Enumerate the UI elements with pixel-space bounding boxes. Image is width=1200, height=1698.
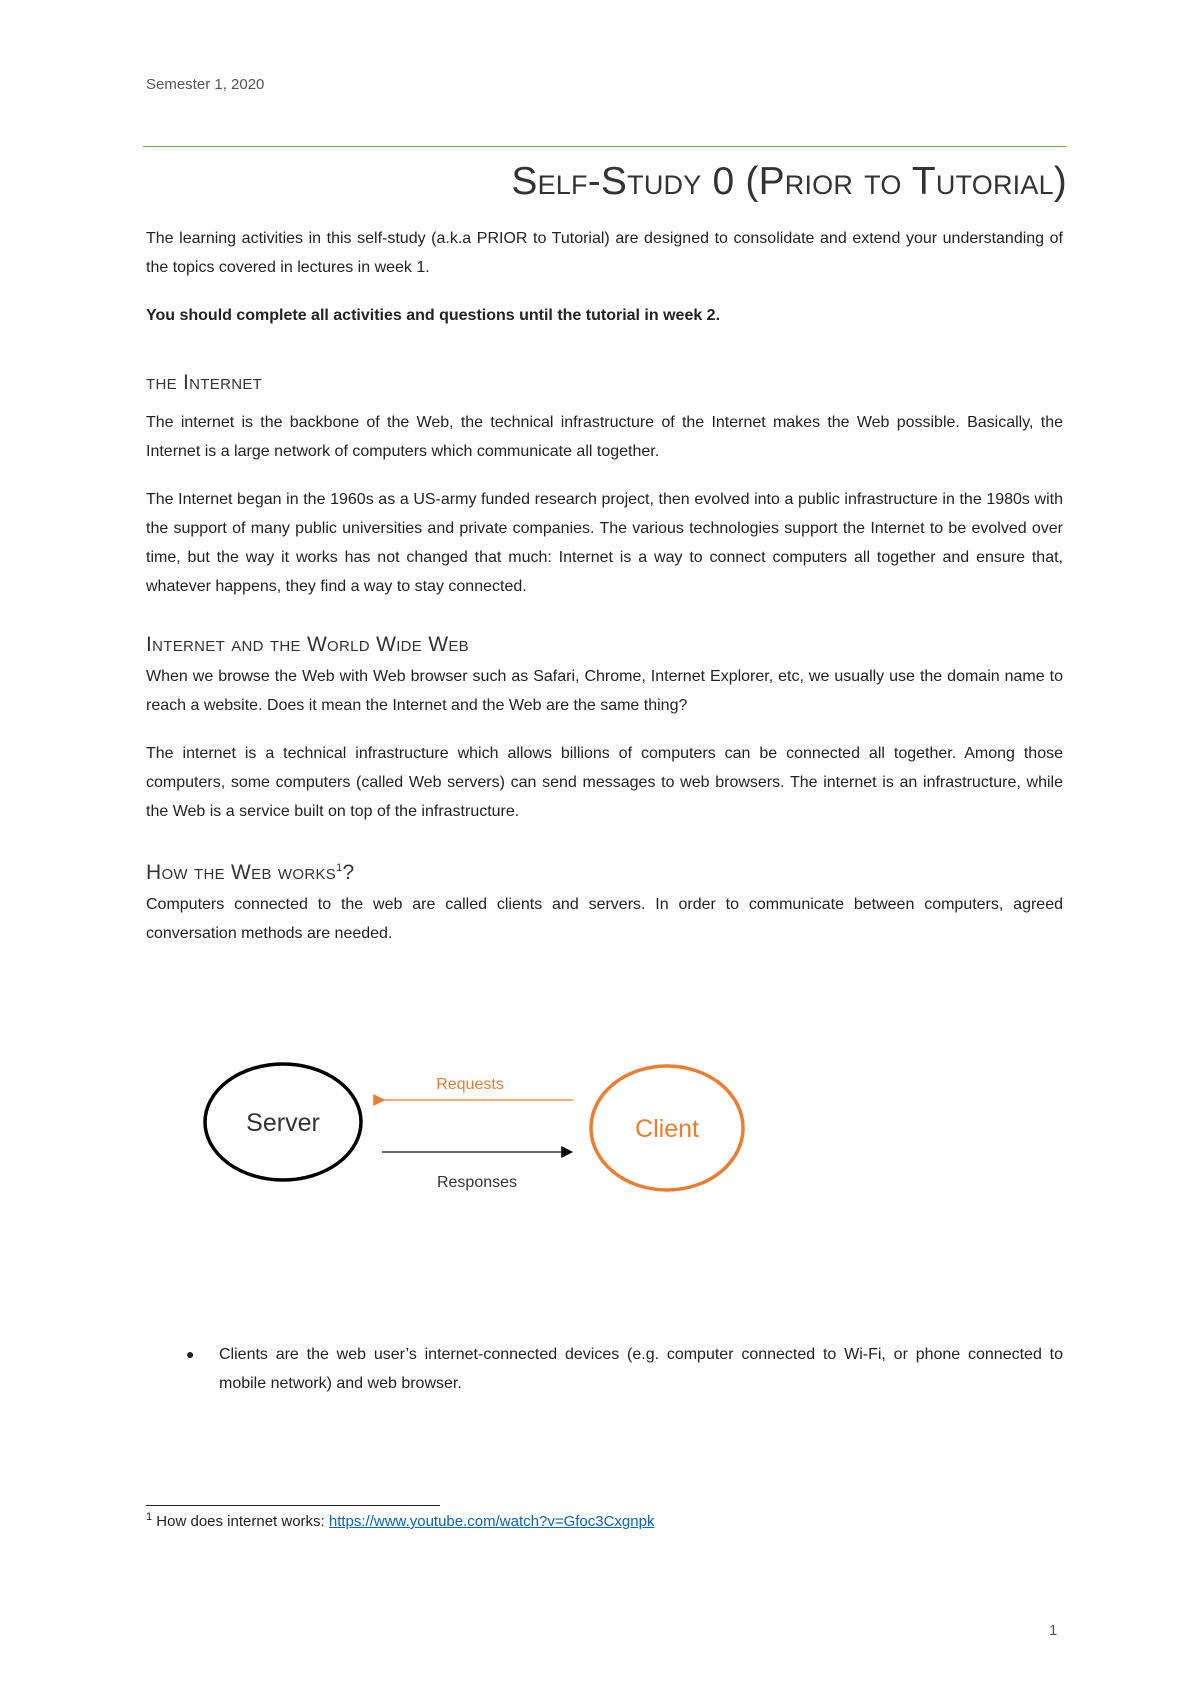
requests-label: Requests <box>436 1076 504 1093</box>
internet-www-paragraph-1: When we browse the Web with Web browser such as Safari, Chrome, Internet Explorer, etc, we usually use the domain name to reach a website. Does it mean the Internet and the Web are the same thing? <box>146 668 1063 714</box>
footnote-ref: 1 <box>336 862 343 874</box>
client-label: Client <box>635 1115 699 1143</box>
responses-label: Responses <box>436 1174 518 1191</box>
section-heading-internet: the Internet <box>146 371 263 394</box>
footnote-text: How does internet works: <box>156 1513 329 1530</box>
internet-www-paragraph-2: The internet is a technical infrastructure which allows billions of computers can be connected all together. Among those computers, some computers (called Web servers) can send messages to web browsers. The internet is an infrastructure, while the Web is a service built on top of the infrastructure. <box>146 745 1063 820</box>
client-server-svg <box>190 1045 770 1205</box>
server-label: Server <box>246 1109 320 1137</box>
section-internet-www <box>146 630 1063 826</box>
footnote-link[interactable]: https://www.youtube.com/watch?v=Gfoc3Cxgnpk <box>328 1513 655 1530</box>
page-title: Self-Study 0 (Prior to Tutorial) <box>511 160 1067 203</box>
title-divider <box>143 146 1067 147</box>
header-semester: Semester 1, 2020 <box>146 76 265 93</box>
section-how-web-works <box>146 853 1063 948</box>
bullet-icon: ● <box>186 1346 195 1362</box>
section-heading-internet-www: Internet and the World Wide Web <box>146 633 469 656</box>
footnote-divider <box>146 1505 440 1506</box>
section-internet <box>146 368 1063 601</box>
footnote <box>146 1511 654 1530</box>
footnote-number: 1 <box>146 1511 153 1523</box>
internet-paragraph-2: The Internet began in the 1960s as a US-army funded research project, then evolved into a public infrastructure in the 1980s with the support of many public universities and private companies. The various technologies support the Internet to be evolved over time, but the way it works has not changed that much: Internet is a way to connect computers all together and ensure that, whatever happens, they find a way to stay connected. <box>146 491 1063 595</box>
intro-paragraph: The learning activities in this self-study (a.k.a PRIOR to Tutorial) are designed to consolidate and extend your understanding of the topics covered in lectures in week 1. <box>146 230 1063 276</box>
page-number: 1 <box>1049 1622 1058 1639</box>
intro-section <box>146 224 1063 330</box>
list-item: ● Clients are the web user’s internet-connected devices (e.g. computer connected to Wi-Fi, or phone connected to mobile network) and web browser. <box>219 1340 1063 1398</box>
bullet-list <box>146 1340 1063 1398</box>
section-heading-how-web-works: How the Web works$^1$? <box>146 861 355 884</box>
internet-paragraph-1: The internet is the backbone of the Web, the technical infrastructure of the Internet makes the Web possible. Basically, the Internet is a large network of computers which communicate all together. <box>146 414 1063 460</box>
intro-bold-note: You should complete all activities and questions until the tutorial in week 2. <box>146 307 721 324</box>
how-web-works-paragraph: Computers connected to the web are called clients and servers. In order to communicate between computers, agreed conversation methods are needed. <box>146 896 1063 942</box>
client-server-diagram <box>190 1045 770 1210</box>
